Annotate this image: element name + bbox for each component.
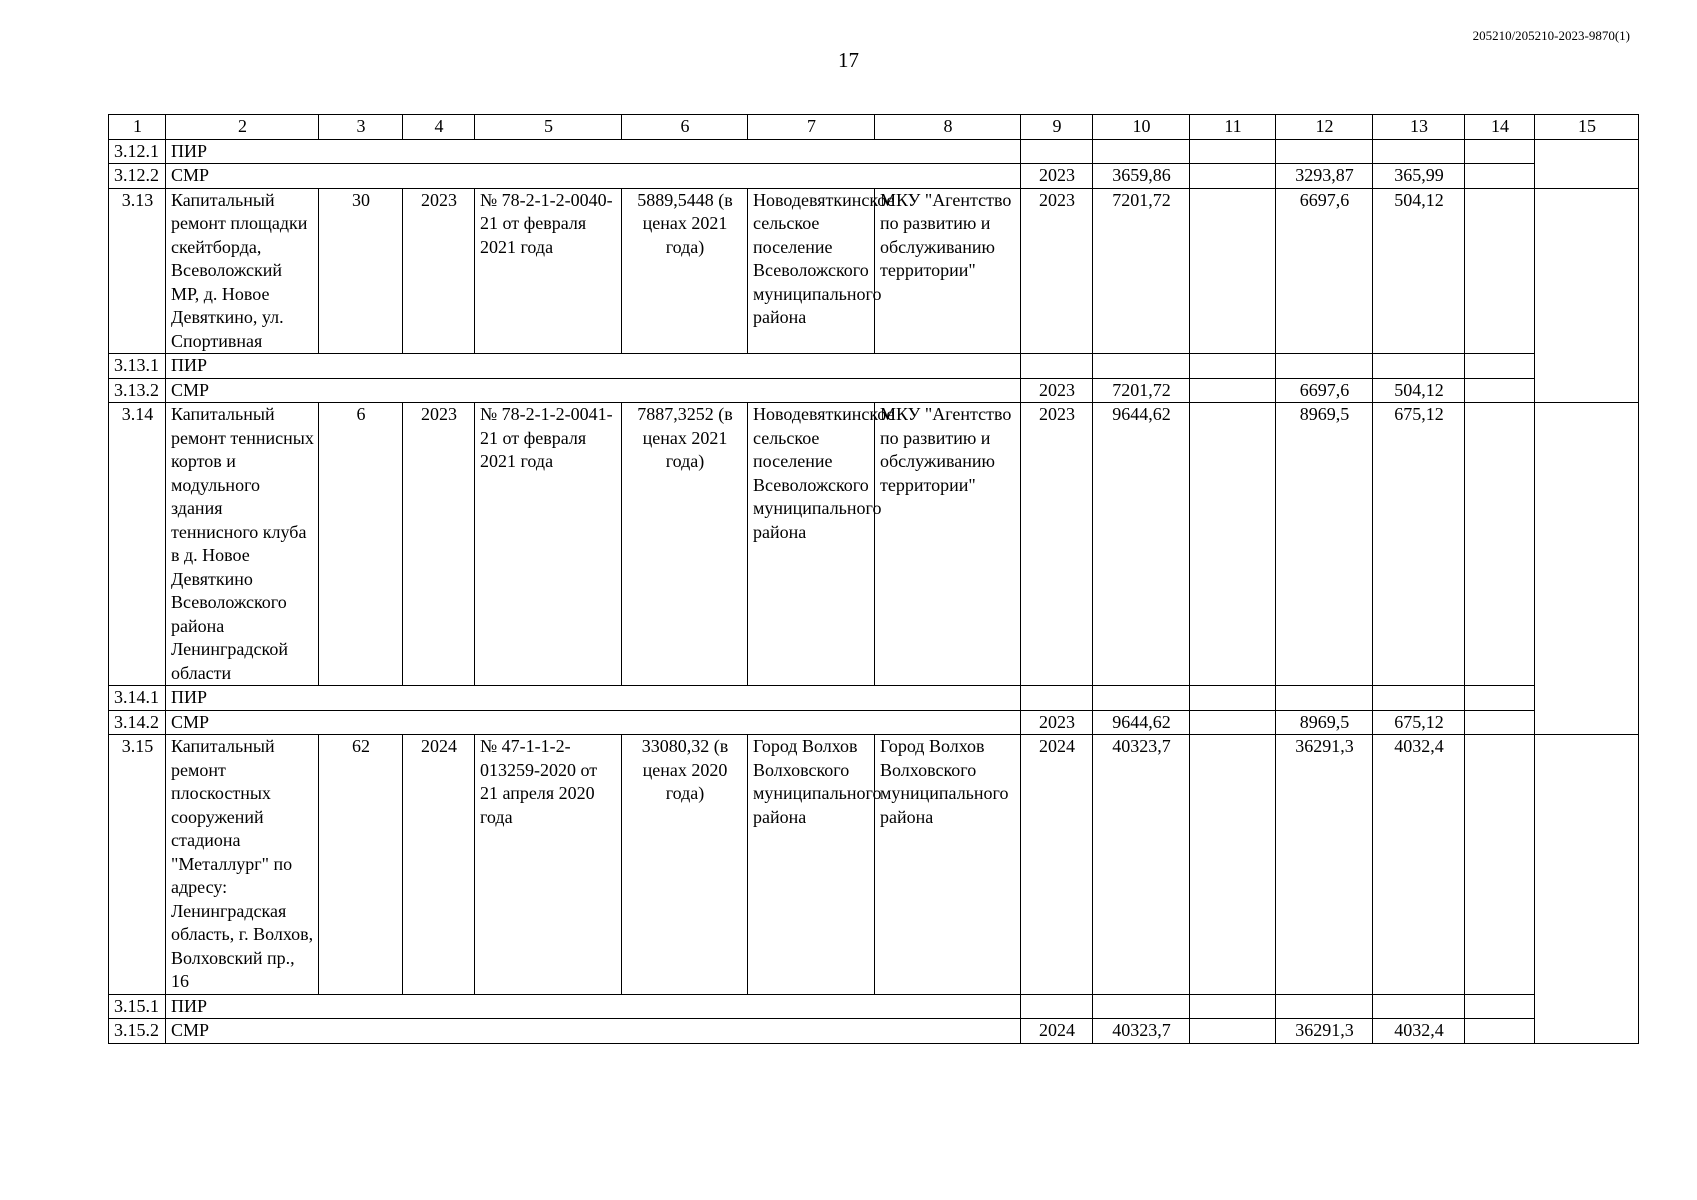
regional-budget-cell: 36291,3 xyxy=(1276,1019,1373,1044)
row-code: 3.15.2 xyxy=(109,1019,166,1044)
column-header: 10 xyxy=(1093,115,1190,140)
expertise-cell: № 78-2-1-2-0040-21 от февраля 2021 года xyxy=(475,188,622,354)
column-header: 8 xyxy=(875,115,1021,140)
column-number-header-row xyxy=(109,115,1639,140)
column-header: 7 xyxy=(748,115,875,140)
recipient-cell: Новодевяткинское сельское поселение Всеволожского муниципального района xyxy=(748,403,875,686)
column-header: 14 xyxy=(1465,115,1535,140)
row-label: ПИР xyxy=(166,994,1021,1019)
row-code: 3.13.1 xyxy=(109,354,166,379)
regional-budget-cell: 36291,3 xyxy=(1276,735,1373,995)
column-header: 11 xyxy=(1190,115,1276,140)
table-row xyxy=(109,164,1639,189)
page-number: 17 xyxy=(838,48,859,72)
row-label: ПИР xyxy=(166,686,1021,711)
table-row xyxy=(109,188,1639,354)
customer-cell: Город Волхов Волховского муниципального района xyxy=(875,735,1021,995)
local-budget-cell: 504,12 xyxy=(1373,378,1465,403)
table-row xyxy=(109,1019,1639,1044)
row-code: 3.13 xyxy=(109,188,166,354)
expertise-cell: № 47-1-1-2-013259-2020 от 21 апреля 2020 года xyxy=(475,735,622,995)
column-header: 15 xyxy=(1535,115,1639,140)
table-row xyxy=(109,354,1639,379)
local-budget-cell: 675,12 xyxy=(1373,403,1465,686)
year-cell: 2023 xyxy=(1021,188,1093,354)
table-row xyxy=(109,994,1639,1019)
table-row xyxy=(109,378,1639,403)
start-year-cell: 2024 xyxy=(403,735,475,995)
total-cell: 9644,62 xyxy=(1093,710,1190,735)
regional-budget-cell: 8969,5 xyxy=(1276,710,1373,735)
year-cell: 2024 xyxy=(1021,1019,1093,1044)
capacity-cell: 30 xyxy=(319,188,403,354)
local-budget-cell: 365,99 xyxy=(1373,164,1465,189)
start-year-cell: 2023 xyxy=(403,403,475,686)
year-cell: 2023 xyxy=(1021,378,1093,403)
column-header: 12 xyxy=(1276,115,1373,140)
object-name-cell: Капитальный ремонт площадки скейтборда, Всеволожский МР, д. Новое Девяткино, ул. Спортивная xyxy=(166,188,319,354)
expertise-cell: № 78-2-1-2-0041-21 от февраля 2021 года xyxy=(475,403,622,686)
table-row xyxy=(109,735,1639,995)
estimated-cost-cell: 7887,3252 (в ценах 2021 года) xyxy=(622,403,748,686)
row-code: 3.14 xyxy=(109,403,166,686)
estimated-cost-cell: 33080,32 (в ценах 2020 года) xyxy=(622,735,748,995)
year-cell: 2024 xyxy=(1021,735,1093,995)
total-cell: 7201,72 xyxy=(1093,378,1190,403)
regional-budget-cell: 6697,6 xyxy=(1276,188,1373,354)
table-row xyxy=(109,139,1639,164)
regional-budget-cell: 8969,5 xyxy=(1276,403,1373,686)
table-row xyxy=(109,403,1639,686)
row-label: ПИР xyxy=(166,354,1021,379)
table-row xyxy=(109,686,1639,711)
capacity-cell: 6 xyxy=(319,403,403,686)
column-header: 1 xyxy=(109,115,166,140)
year-cell: 2023 xyxy=(1021,710,1093,735)
local-budget-cell: 504,12 xyxy=(1373,188,1465,354)
total-cell: 40323,7 xyxy=(1093,1019,1190,1044)
regional-budget-cell: 3293,87 xyxy=(1276,164,1373,189)
row-label: ПИР xyxy=(166,139,1021,164)
column-header: 9 xyxy=(1021,115,1093,140)
table-row xyxy=(109,710,1639,735)
total-cell: 40323,7 xyxy=(1093,735,1190,995)
column-15-cell xyxy=(1535,188,1639,403)
row-label: СМР xyxy=(166,378,1021,403)
local-budget-cell: 675,12 xyxy=(1373,710,1465,735)
row-label: СМР xyxy=(166,164,1021,189)
estimated-cost-cell: 5889,5448 (в ценах 2021 года) xyxy=(622,188,748,354)
row-code: 3.14.2 xyxy=(109,710,166,735)
column-15-cell xyxy=(1535,403,1639,735)
column-15-cell xyxy=(1535,139,1639,188)
row-code: 3.12.1 xyxy=(109,139,166,164)
object-name-cell: Капитальный ремонт теннисных кортов и модульного здания теннисного клуба в д. Новое Девяткино Всеволожского района Ленинградской области xyxy=(166,403,319,686)
row-code: 3.13.2 xyxy=(109,378,166,403)
column-header: 4 xyxy=(403,115,475,140)
customer-cell: МКУ "Агентство по развитию и обслуживанию территории" xyxy=(875,403,1021,686)
row-code: 3.14.1 xyxy=(109,686,166,711)
start-year-cell: 2023 xyxy=(403,188,475,354)
row-label: СМР xyxy=(166,1019,1021,1044)
local-budget-cell: 4032,4 xyxy=(1373,735,1465,995)
column-15-cell xyxy=(1535,735,1639,1044)
row-code: 3.15 xyxy=(109,735,166,995)
column-header: 6 xyxy=(622,115,748,140)
row-code: 3.12.2 xyxy=(109,164,166,189)
recipient-cell: Город Волхов Волховского муниципального района xyxy=(748,735,875,995)
total-cell: 9644,62 xyxy=(1093,403,1190,686)
local-budget-cell: 4032,4 xyxy=(1373,1019,1465,1044)
capacity-cell: 62 xyxy=(319,735,403,995)
column-header: 3 xyxy=(319,115,403,140)
regional-budget-cell: 6697,6 xyxy=(1276,378,1373,403)
customer-cell: МКУ "Агентство по развитию и обслуживанию территории" xyxy=(875,188,1021,354)
recipient-cell: Новодевяткинское сельское поселение Всеволожского муниципального района xyxy=(748,188,875,354)
program-table xyxy=(108,114,1639,1044)
column-header: 2 xyxy=(166,115,319,140)
total-cell: 3659,86 xyxy=(1093,164,1190,189)
object-name-cell: Капитальный ремонт плоскостных сооружений стадиона "Металлург" по адресу: Ленинградская область, г. Волхов, Волховский пр., 16 xyxy=(166,735,319,995)
column-header: 13 xyxy=(1373,115,1465,140)
year-cell: 2023 xyxy=(1021,164,1093,189)
year-cell: 2023 xyxy=(1021,403,1093,686)
row-code: 3.15.1 xyxy=(109,994,166,1019)
document-id: 205210/205210-2023-9870(1) xyxy=(1472,28,1630,43)
column-header: 5 xyxy=(475,115,622,140)
total-cell: 7201,72 xyxy=(1093,188,1190,354)
row-label: СМР xyxy=(166,710,1021,735)
